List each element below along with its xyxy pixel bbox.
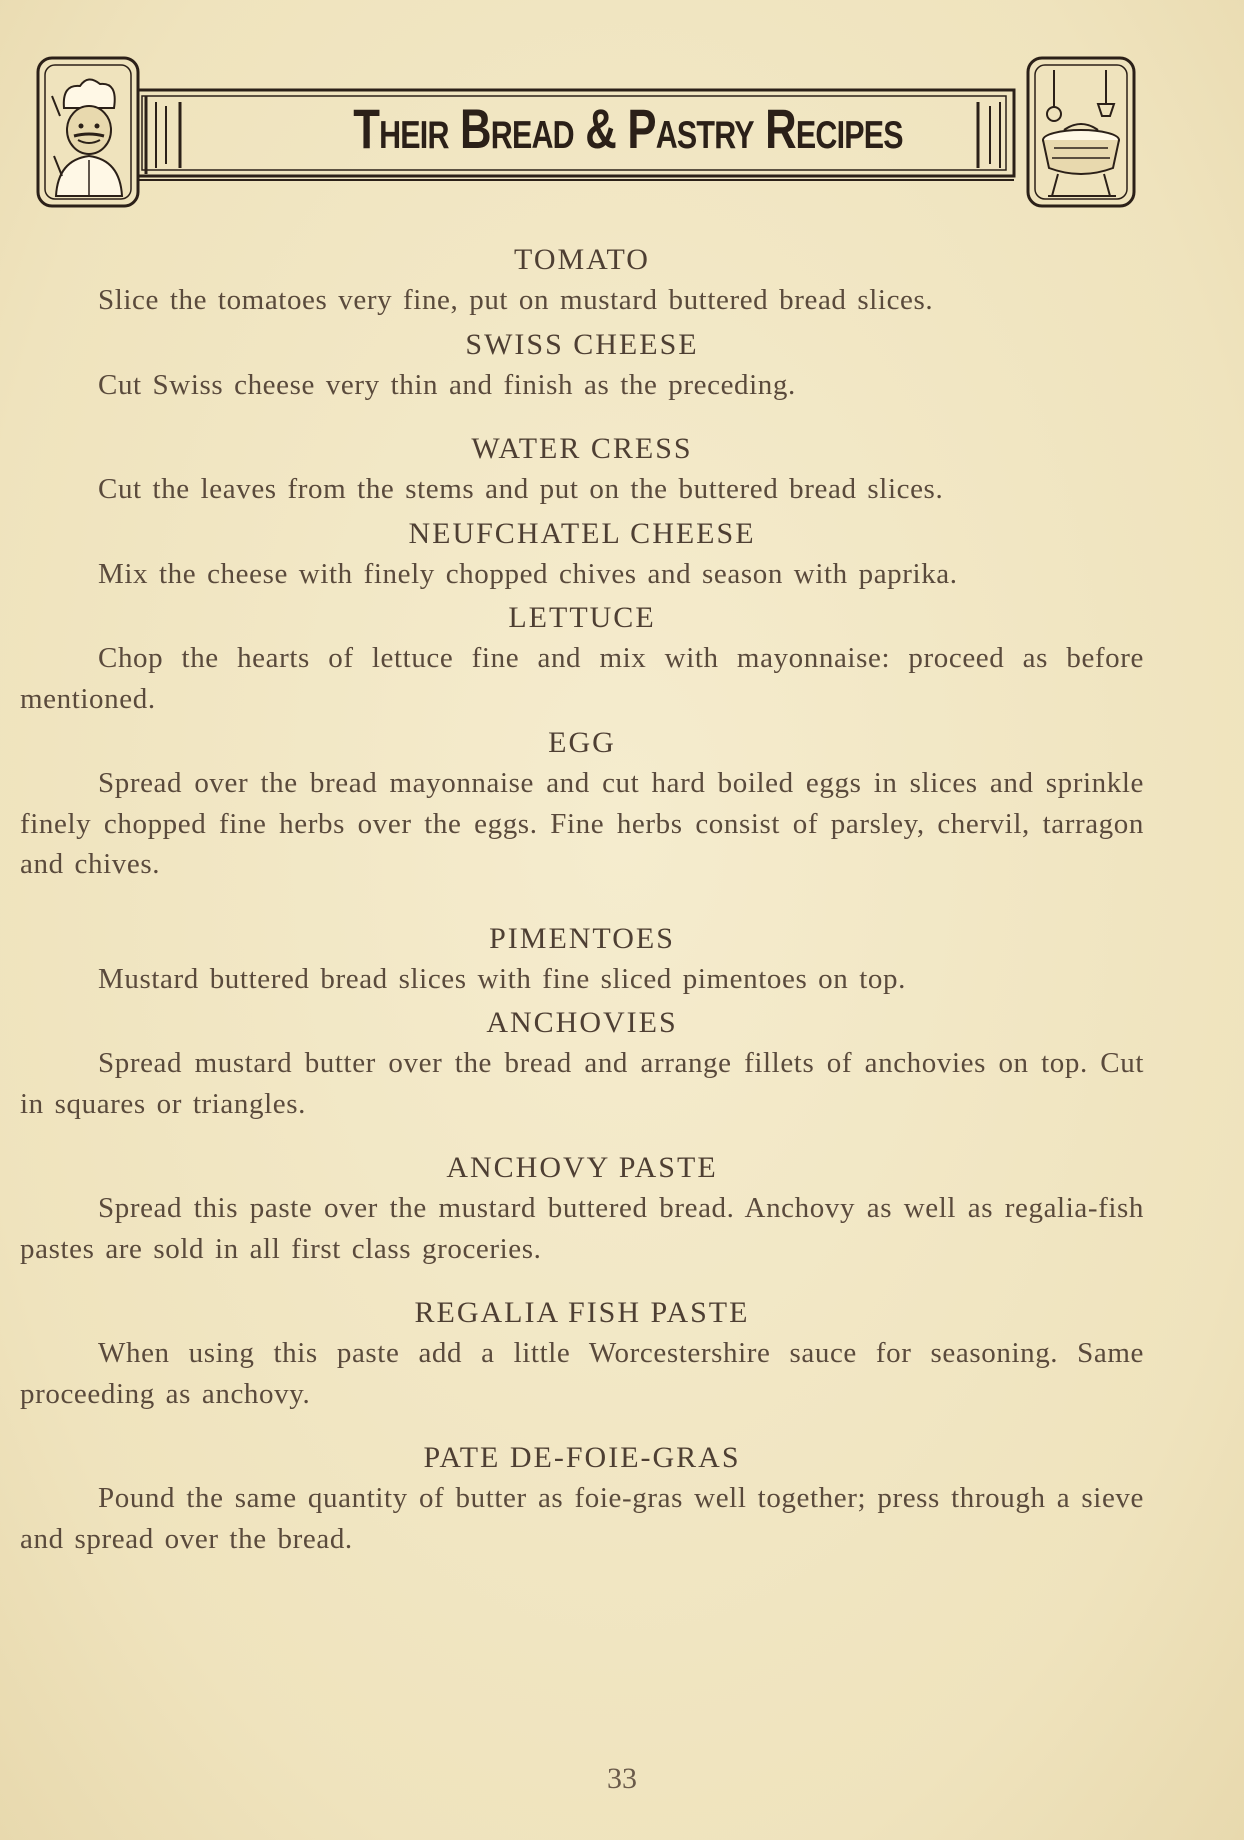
recipe-title: WATER CRESS	[471, 432, 693, 465]
recipe-text: Chop the hearts of lettuce fine and mix with mayonnaise: proceed as before mentioned.	[20, 642, 1144, 715]
recipe-text: Cut the leaves from the stems and put on the buttered bread slices.	[98, 473, 944, 505]
recipe-list	[20, 236, 1144, 1559]
recipe-title: NEUFCHATEL CHEESE	[408, 516, 756, 550]
recipe-text: Spread this paste over the mustard buttered bread. Anchovy as well as regalia-fish pastes are sold in all first class groceries.	[20, 1192, 1144, 1265]
recipe-text: Mustard buttered bread slices with fine sliced pimentoes on top.	[98, 962, 906, 995]
recipe-text: Cut Swiss cheese very thin and finish as the preceding.	[98, 368, 796, 401]
recipe-title: ANCHOVY PASTE	[446, 1151, 718, 1184]
recipe-title: LETTUCE	[508, 601, 656, 634]
recipe-title: PIMENTOES	[489, 921, 675, 955]
chef-portrait-icon	[34, 56, 144, 212]
recipe-text: When using this paste add a little Worcestershire sauce for seasoning. Same proceeding as anchovy.	[20, 1337, 1144, 1410]
pastry-dish-icon	[1024, 56, 1138, 212]
recipe-text: Mix the cheese with finely chopped chives and season with paprika.	[98, 557, 958, 590]
chapter-title: Their Bread & Pastry Recipes	[353, 97, 903, 160]
recipe-title: EGG	[548, 726, 616, 759]
recipe-text: Pound the same quantity of butter as foie-gras well together; press through a sieve and spread over the bread.	[20, 1482, 1144, 1555]
page-number: 33	[607, 1762, 637, 1795]
recipe-text: Slice the tomatoes very fine, put on mustard buttered bread slices.	[98, 284, 934, 316]
chapter-header-banner	[34, 56, 1140, 212]
recipe-title: ANCHOVIES	[486, 1006, 678, 1039]
recipe-title: SWISS CHEESE	[465, 327, 699, 361]
recipe-title: TOMATO	[514, 243, 650, 276]
recipe-text: Spread over the bread mayonnaise and cut hard boiled eggs in slices and sprinkle finely chopped fine herbs over the eggs. Fine herbs consist of parsley, chervil, tarragon and chives.	[20, 767, 1144, 880]
recipe-text: Spread mustard butter over the bread and arrange fillets of anchovies on top. Cut in squares or triangles.	[20, 1047, 1144, 1120]
recipe-title: PATE DE-FOIE-GRAS	[423, 1441, 741, 1474]
recipe-title: REGALIA FISH PASTE	[414, 1296, 750, 1329]
